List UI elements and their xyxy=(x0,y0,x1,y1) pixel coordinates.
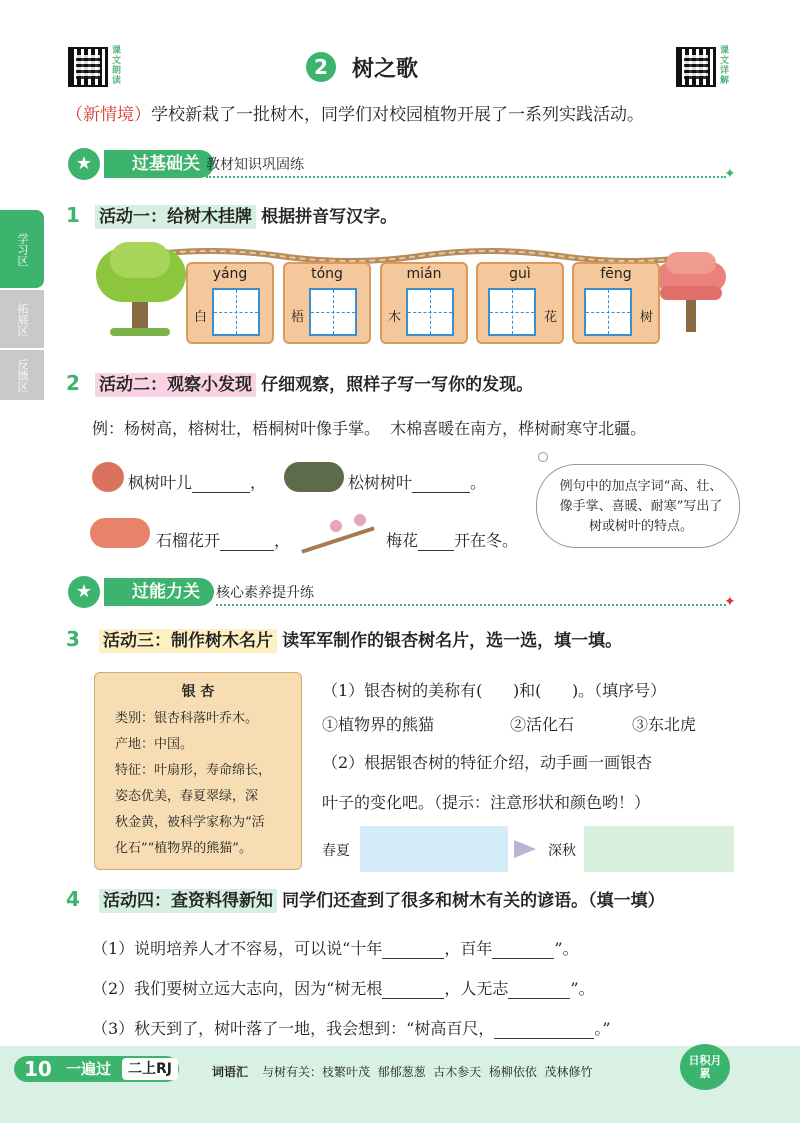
question-number: 4 xyxy=(66,887,80,911)
side-tab-extend[interactable]: 拓展区 xyxy=(0,290,44,348)
lesson-number: 2 xyxy=(306,52,336,82)
section-banner-ability xyxy=(66,578,746,610)
star-icon: ★ xyxy=(68,148,100,180)
writing-grid[interactable] xyxy=(309,288,357,336)
qr-right-label: 课文详解 xyxy=(720,46,730,86)
arrow-right-icon xyxy=(514,840,536,858)
q3-sub2-line1: （2）根据银杏树的特征介绍，动手画一画银杏 xyxy=(322,753,653,772)
badge-text: 日积月累 xyxy=(688,1054,722,1080)
answer-blank[interactable] xyxy=(220,534,274,551)
season-label-autumn: 深秋 xyxy=(548,843,576,859)
ginkgo-info-card xyxy=(94,672,302,870)
question-number: 2 xyxy=(66,371,80,395)
card-line: 秋金黄，被科学家称为“活 xyxy=(115,815,265,830)
star-icon: ★ xyxy=(68,576,100,608)
plum-branch-icon xyxy=(300,514,376,552)
option-2[interactable]: ②活化石 xyxy=(510,715,575,734)
writing-grid[interactable] xyxy=(406,288,454,336)
page-title: 树之歌 xyxy=(352,56,419,82)
fill-line xyxy=(348,470,486,493)
name-plaque xyxy=(283,262,371,344)
qr-left-label: 课文朗读 xyxy=(112,46,122,86)
q3-sub1: （1）银杏树的美称有( )和( )。（填序号） xyxy=(322,681,667,700)
proverb-line xyxy=(92,976,595,999)
proverb-text: ”。 xyxy=(554,939,579,958)
drawing-box-spring[interactable] xyxy=(360,826,508,872)
pinyin: fēng xyxy=(600,266,632,282)
hint-text: 例句中的加点字词“高、壮、像手掌、喜暖、耐寒”写出了树或树叶的特点。 xyxy=(559,479,723,534)
question-number: 1 xyxy=(66,203,80,227)
instruction: 根据拼音写汉字。 xyxy=(261,207,398,227)
given-char: 花 xyxy=(544,310,558,325)
proverb-text: ，人无志 xyxy=(444,979,509,998)
instruction: 读军军制作的银杏树名片，选一选，填一填。 xyxy=(282,631,623,651)
proverb-text: （2）我们要树立远大志向，因为“树无根 xyxy=(92,979,383,998)
bubble-dots xyxy=(538,452,548,462)
hint-bubble xyxy=(536,464,740,548)
prompt-text: 枫树叶儿 xyxy=(128,473,193,492)
writing-grid[interactable] xyxy=(584,288,632,336)
prompt-text: 松树树叶 xyxy=(348,473,413,492)
pomegranate-icon xyxy=(90,518,150,548)
example: 例：杨树高，榕树壮，梧桐树叶像手掌。 木棉喜暖在南方，桦树耐寒守北疆。 xyxy=(92,419,647,438)
answer-blank[interactable] xyxy=(508,982,570,999)
pinyin: yáng xyxy=(212,266,248,282)
divider xyxy=(206,176,726,178)
grade: 二上RJ xyxy=(122,1058,178,1080)
section-label: 过基础关 xyxy=(104,150,214,178)
activity-label: 活动二：观察小发现 xyxy=(95,373,256,397)
season-label-spring: 春夏 xyxy=(322,843,350,859)
brand: 一遍过 xyxy=(66,1060,112,1078)
vocab-label: 词语汇 xyxy=(212,1065,249,1079)
answer-blank[interactable] xyxy=(418,534,454,551)
page-number: 10 xyxy=(24,1057,52,1081)
answer-blank[interactable] xyxy=(192,476,250,493)
instruction: 仔细观察，照样子写一写你的发现。 xyxy=(261,375,534,395)
section-banner-basic xyxy=(66,150,746,182)
name-plaque xyxy=(476,262,564,344)
prompt-text: 石榴花开 xyxy=(156,531,221,550)
section-label: 过能力关 xyxy=(104,578,214,606)
instruction: 同学们还查到了很多和树木有关的谚语。（填一填） xyxy=(282,891,665,911)
proverb-line xyxy=(92,1016,611,1039)
qr-code-right[interactable] xyxy=(676,47,716,87)
fill-line: 枫树叶儿 ， xyxy=(128,473,267,492)
intro xyxy=(66,100,644,125)
divider xyxy=(216,604,726,606)
q3-sub2-line2: 叶子的变化吧。（提示：注意形状和颜色哟！） xyxy=(322,793,651,812)
vocab-list: 与树有关：枝繁叶茂 郁郁葱葱 古木参天 杨柳依依 茂林修竹 xyxy=(262,1065,593,1079)
pinyin: tóng xyxy=(311,266,343,282)
question-number: 3 xyxy=(66,627,80,651)
prompt-end: 开在冬。 xyxy=(454,531,519,550)
answer-blank[interactable] xyxy=(412,476,470,493)
daily-badge xyxy=(680,1044,730,1090)
q3-heading xyxy=(66,626,622,651)
name-plaque xyxy=(186,262,274,344)
prompt-text: 梅花 xyxy=(386,531,419,550)
maple-leaf-icon xyxy=(92,462,124,492)
name-plaque xyxy=(380,262,468,344)
section-sub: 核心素养提升练 xyxy=(216,585,314,601)
writing-grid[interactable] xyxy=(488,288,536,336)
pinyin: mián xyxy=(406,266,442,282)
card-line: 姿态优美，春夏翠绿，深 xyxy=(115,789,259,804)
fill-line xyxy=(386,528,518,551)
q1-heading xyxy=(66,202,397,227)
section-sub: 教材知识巩固练 xyxy=(206,157,304,173)
small-star-icon: ✦ xyxy=(724,594,736,610)
activity-label: 活动四：查资料得新知 xyxy=(99,889,277,913)
option-3[interactable]: ③东北虎 xyxy=(632,715,697,734)
drawing-box-autumn[interactable] xyxy=(584,826,734,872)
proverb-line xyxy=(92,936,579,959)
activity-label: 活动三：制作树木名片 xyxy=(99,629,277,653)
name-plaque xyxy=(572,262,660,344)
proverb-text: ”。 xyxy=(570,979,595,998)
writing-grid[interactable] xyxy=(212,288,260,336)
given-char: 梧 xyxy=(291,310,305,325)
red-tree-icon xyxy=(656,252,726,336)
q4-heading xyxy=(66,886,665,911)
green-tree-icon xyxy=(96,242,186,338)
side-tab-study[interactable]: 学习区 xyxy=(0,210,44,288)
card-line: 产地：中国。 xyxy=(115,737,194,752)
card-line: 类别：银杏科落叶乔木。 xyxy=(115,711,259,726)
card-line: 特征：叶扇形，寿命绵长， xyxy=(115,763,272,778)
proverb-text: （1）说明培养人才不容易，可以说“十年 xyxy=(92,939,383,958)
activity-label: 活动一：给树木挂牌 xyxy=(95,205,256,229)
pinyin: guì xyxy=(509,266,531,282)
intro-text: 学校新栽了一批树木，同学们对校园植物开展了一系列实践活动。 xyxy=(151,105,644,125)
proverb-text: （3）秋天到了，树叶落了一地，我会想到：“树高百尺， xyxy=(92,1019,495,1038)
card-title: 银 杏 xyxy=(181,684,215,700)
small-star-icon: ✦ xyxy=(724,166,736,182)
answer-blank[interactable] xyxy=(494,1022,594,1039)
proverb-text: ，百年 xyxy=(444,939,493,958)
answer-blank[interactable] xyxy=(382,942,444,959)
card-line: 化石”“植物界的熊猫”。 xyxy=(115,841,252,856)
option-1[interactable]: ①植物界的熊猫 xyxy=(322,715,435,734)
intro-tag: （新情境） xyxy=(66,105,151,125)
given-char: 树 xyxy=(640,310,654,325)
q2-heading xyxy=(66,370,533,395)
fill-line: 石榴花开 ， xyxy=(156,531,291,550)
given-char: 白 xyxy=(194,310,208,325)
answer-blank[interactable] xyxy=(382,982,444,999)
proverb-text: 。” xyxy=(594,1019,611,1038)
given-char: 木 xyxy=(388,310,402,325)
pine-icon xyxy=(284,462,344,492)
side-tab-feedback[interactable]: 反馈区 xyxy=(0,350,44,400)
punct: 。 xyxy=(470,473,487,492)
answer-blank[interactable] xyxy=(492,942,554,959)
qr-code-left[interactable] xyxy=(68,47,108,87)
